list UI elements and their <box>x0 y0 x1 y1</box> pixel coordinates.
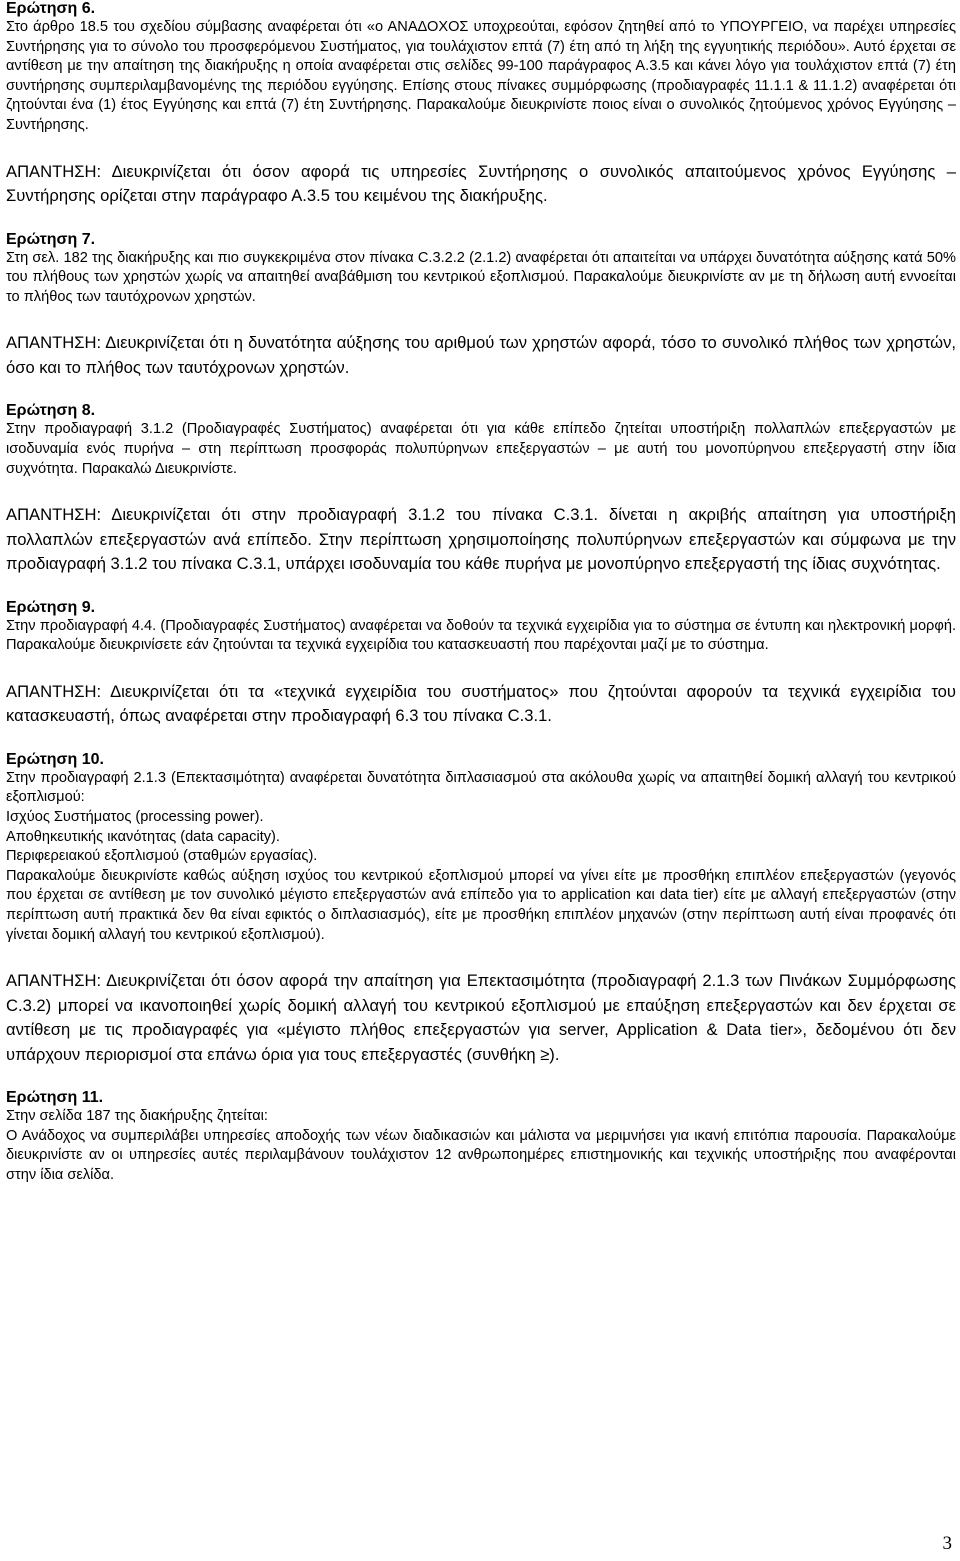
question-7-title: Ερώτηση 7. <box>6 230 96 248</box>
question-8-text: Στην προδιαγραφή 3.1.2 (Προδιαγραφές Συστήματος) αναφέρεται ότι για κάθε επίπεδο ζητείται υποστήριξη πολλαπλών επεξεργαστών με ισοδυναμία ενός πυρήνα – στη περίπτωση προσφοράς πολυπύρηνων επεξεργαστών – με αυτή του μονοπύρηνου επεξεργαστή στην ίδια συχνότητα. Παρακαλώ Διευκρινίστε. <box>6 421 956 477</box>
question-6-text: Στο άρθρο 18.5 του σχεδίου σύμβασης αναφέρεται ότι «ο ΑΝΑΔΟΧΟΣ υποχρεούται, εφόσον ζητηθεί από το ΥΠΟΥΡΓΕΙΟ, να παρέχει υπηρεσίες Συντήρησης για το σύνολο του προσφερόμενου Συστήματος, για τουλάχιστον επτά (7) έτη από τη λήξη της εγγυητικής περιόδου». Αυτό έρχεται σε αντίθεση με την απαίτηση της διακήρυξης η οποία αναφέρεται στις σελίδες 99-100 παράγραφος Α.3.5 και κάνει λόγο για τουλάχιστον επτά (7) έτη συντήρησης συμπεριλαμβανομένης της περιόδου εγγύησης. Επίσης στους πίνακες συμμόρφωσης (προδιαγραφές 11.1.1 & 11.1.2) αναφέρεται ότι ζητούνται ένα (1) έτος Εγγύησης και επτά (7) έτη Συντήρησης. Παρακαλούμε διευκρινίστε ποιος είναι ο συνολικός ζητούμενος χρόνος Εγγύησης – Συντήρησης. <box>6 19 956 133</box>
answer-7: ΑΠΑΝΤΗΣΗ: Διευκρινίζεται ότι η δυνατότητα αύξησης του αριθμού των χρηστών αφορά, τόσο το συνολικό πλήθος των χρηστών, όσο και το πλήθος των ταυτόχρονων χρηστών. <box>6 333 956 377</box>
question-7-text: Στη σελ. 182 της διακήρυξης και πιο συγκεκριμένα στον πίνακα C.3.2.2 (2.1.2) αναφέρεται ότι απαιτείται να υπάρχει δυνατότητα αύξησης κατά 50% του πλήθους των χρηστών χωρίς να απαιτηθεί αναβάθμιση του κεντρικού εξοπλισμού. Παρακαλούμε διευκρινίστε αν με τη δήλωση αυτή εννοείται το πλήθος των ταυτόχρονων χρηστών. <box>6 249 956 305</box>
answer-10: ΑΠΑΝΤΗΣΗ: Διευκρινίζεται ότι όσον αφορά την απαίτηση για Επεκτασιμότητα (προδιαγραφή 2.1.3 των Πινάκων Συμμόρφωσης C.3.2) μπορεί να ικανοποιηθεί χωρίς δομική αλλαγή του κεντρικού εξοπλισμού με επαύξηση επεξεργαστών και δεν έρχεται σε αντίθεση με τις προδιαγραφές για «μέγιστο πλήθος επεξεργαστών για server, Application & Data tier», δεδομένου ότι δεν υπάρχουν περιορισμοί στα επάνω όρια για τους επεξεργαστές (συνθήκη ≥). <box>6 971 956 1064</box>
question-10-item-1: Ισχύος Συστήματος (processing power). <box>6 809 264 825</box>
answer-8: ΑΠΑΝΤΗΣΗ: Διευκρινίζεται ότι στην προδιαγραφή 3.1.2 του πίνακα C.3.1. δίνεται η ακριβής απαίτηση για υποστήριξη πολλαπλών επεξεργαστών ανά επίπεδο. Στην περίπτωση χρησιμοποίησης πολυπύρηνων επεξεργαστών και σύμφωνα με την προδιαγραφή 3.1.2 του πίνακα C.3.1, υπάρχει ισοδυναμία του κάθε πυρήνα με μονοπύρηνο επεξεργαστή της ίδιας συχνότητας. <box>6 505 956 574</box>
question-10-text: Παρακαλούμε διευκρινίστε καθώς αύξηση ισχύος του κεντρικού εξοπλισμού μπορεί να γίνει είτε με προσθήκη επιπλέον επεξεργαστών (γεγονός που έρχεται σε αντίθεση με τον συνολικό μέγιστο επεξεργαστών ανά επίπεδο για το application και data tier) είτε με αλλαγή επεξεργαστών (στην περίπτωση αυτή πρακτικά δεν θα είναι εφικτός ο διπλασιασμός), είτε με προσθήκη επιπλέον μηχανών (στην περίπτωση αυτή είναι προφανές ότι γίνεται δομική αλλαγή του κεντρικού εξοπλισμού). <box>6 867 956 943</box>
answer-6: ΑΠΑΝΤΗΣΗ: Διευκρινίζεται ότι όσον αφορά τις υπηρεσίες Συντήρησης ο συνολικός απαιτούμενος χρόνος Εγγύησης – Συντήρησης ορίζεται στην παράγραφο Α.3.5 του κειμένου της διακήρυξης. <box>6 161 956 206</box>
question-10-title: Ερώτηση 10. <box>6 750 104 768</box>
answer-9: ΑΠΑΝΤΗΣΗ: Διευκρινίζεται ότι τα «τεχνικά εγχειρίδια του συστήματος» που ζητούνται αφορούν τα τεχνικά εγχειρίδια του κατασκευαστή, όπως αναφέρεται στην προδιαγραφή 6.3 του πίνακα C.3.1. <box>6 681 956 726</box>
page-number: 3 <box>942 1533 952 1554</box>
question-6-title: Ερώτηση 6. <box>6 0 96 17</box>
question-11-intro: Στην σελίδα 187 της διακήρυξης ζητείται: <box>6 1108 268 1125</box>
question-9-text: Στην προδιαγραφή 4.4. (Προδιαγραφές Συστήματος) αναφέρεται να δοθούν τα τεχνικά εγχειρίδια για το σύστημα σε έντυπη και ηλεκτρονική μορφή. Παρακαλούμε διευκρινίσετε εάν ζητούνται τα τεχνικά εγχειρίδια του κατασκευαστή που παρέχονται μαζί με το σύστημα. <box>6 617 956 654</box>
question-11-text: Ο Ανάδοχος να συμπεριλάβει υπηρεσίες αποδοχής των νέων διαδικασιών και μάλιστα να μεριμνήσει για ικανή επιτόπια παρουσία. Παρακαλούμε διευκρινίστε αν οι υπηρεσίες αυτές περιλαμβάνουν τουλάχιστον 12 ανθρωποημέρες επιστημονικής και τεχνικής υποστήριξης που αναφέρονται στην ίδια σελίδα. <box>6 1127 956 1183</box>
document-page <box>6 0 956 1186</box>
question-10-intro: Στην προδιαγραφή 2.1.3 (Επεκτασιμότητα) αναφέρεται δυνατότητα διπλασιασμού στα ακόλουθα χωρίς να απαιτηθεί δομική αλλαγή του κεντρικού εξοπλισμού: <box>6 769 956 806</box>
question-8-title: Ερώτηση 8. <box>6 402 96 420</box>
question-10-item-2: Αποθηκευτικής ικανότητας (data capacity). <box>6 828 280 845</box>
question-11-title: Ερώτηση 11. <box>6 1089 104 1107</box>
question-10-item-3: Περιφερειακού εξοπλισμού (σταθμών εργασίας). <box>6 848 318 865</box>
question-9-title: Ερώτηση 9. <box>6 598 96 616</box>
